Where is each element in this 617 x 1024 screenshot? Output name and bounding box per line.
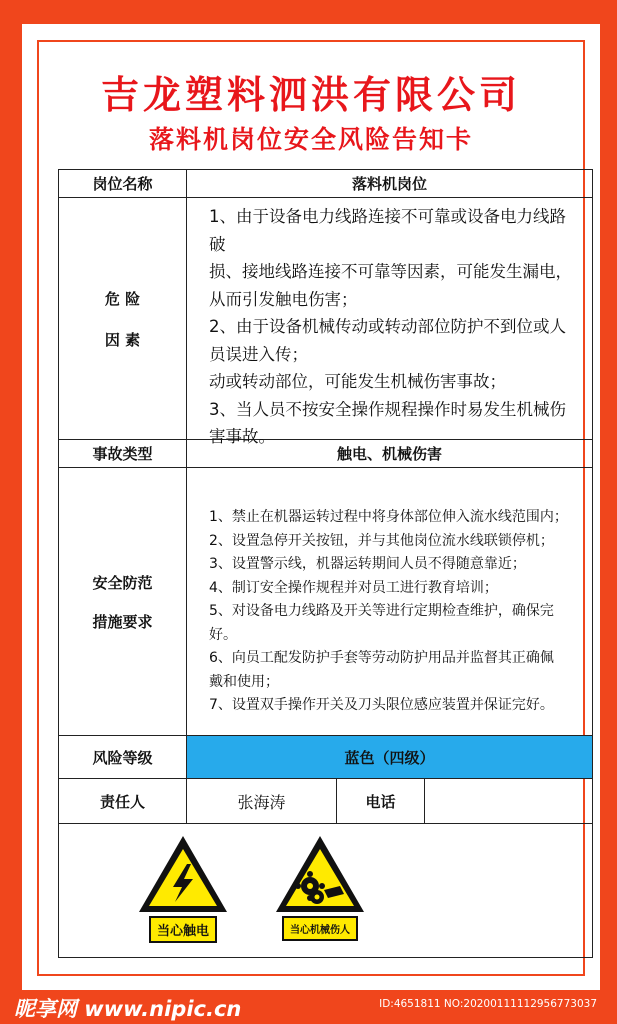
danger-line: 动或转动部位，可能发生机械伤害事故； <box>209 372 506 391</box>
accident-label: 事故类型 <box>59 440 187 467</box>
safety-label <box>59 468 187 735</box>
warning-signs-row <box>59 824 592 957</box>
info-table <box>58 169 593 958</box>
safety-line: 1、禁止在机器运转过程中将身体部位伸入流水线范围内； <box>209 509 568 525</box>
mechanical-injury-warning-icon <box>274 834 366 914</box>
accident-value: 触电、机械伤害 <box>336 445 442 463</box>
card-title: 落料机岗位安全风险告知卡 <box>148 125 473 154</box>
post-label: 岗位名称 <box>59 170 187 197</box>
safety-line: 6、向员工配发防护手套等劳动防护用品并监督其正确佩 <box>209 650 554 666</box>
warning-signs <box>59 824 592 957</box>
post-value: 落料机岗位 <box>351 175 427 193</box>
risk-level-row <box>59 736 592 779</box>
danger-label-line2: 因 素 <box>104 330 141 349</box>
post-row <box>59 170 592 198</box>
safety-line: 好。 <box>209 626 237 643</box>
notice-card <box>22 24 600 990</box>
electric-shock-sign <box>137 834 229 943</box>
electric-shock-warning-icon <box>137 834 229 914</box>
safety-line: 2、设置急停开关按钮，并与其他岗位流水线联锁停机； <box>209 532 554 549</box>
danger-line: 损、接地线路连接不可靠等因素，可能发生漏电， <box>209 262 572 281</box>
accident-row <box>59 440 592 468</box>
owner-name: 张海涛 <box>187 779 337 823</box>
safety-row <box>59 468 592 736</box>
danger-line: 1、由于设备电力线路连接不可靠或设备电力线路破 <box>209 207 566 254</box>
danger-row <box>59 198 592 446</box>
danger-line: 2、由于设备机械传动或转动部位防护不到位或人 <box>209 317 566 336</box>
company-name: 吉龙塑料泗洪有限公司 <box>100 73 521 117</box>
safety-line: 7、设置双手操作开关及刀头限位感应装置并保证完好。 <box>209 697 554 713</box>
owner-label: 责任人 <box>59 779 187 823</box>
safety-text <box>187 468 592 735</box>
safety-line: 5、对设备电力线路及开关等进行定期检查维护，确保完 <box>209 603 554 619</box>
safety-line: 4、制订安全操作规程并对员工进行教育培训； <box>209 579 498 596</box>
owner-row <box>59 779 592 824</box>
safety-line: 3、设置警示线，机器运转期间人员不得随意靠近； <box>209 556 526 572</box>
risk-level-value: 蓝色（四级） <box>187 736 592 778</box>
mechanical-injury-sign <box>274 834 366 941</box>
danger-line: 从而引发触电伤害； <box>209 289 358 309</box>
watermark-site: 昵享网 www.nipic.cn <box>14 997 242 1021</box>
danger-line: 3、当人员不按安全操作规程操作时易发生机械伤 <box>209 399 566 419</box>
safety-label-line2: 措施要求 <box>92 612 153 631</box>
danger-text <box>187 198 592 446</box>
danger-line: 害事故。 <box>209 427 275 446</box>
electric-shock-caption: 当心触电 <box>149 916 217 943</box>
danger-line: 员误进入传； <box>209 344 308 364</box>
safety-label-line1: 安全防范 <box>92 573 153 592</box>
phone-label: 电话 <box>337 779 425 823</box>
safety-line: 戴和使用； <box>209 673 279 690</box>
watermark-id: ID:4651811 NO:20200111112956773037 <box>379 998 597 1010</box>
danger-label-line1: 危 险 <box>104 289 141 308</box>
danger-label <box>59 198 187 439</box>
mechanical-injury-caption: 当心机械伤人 <box>282 916 358 941</box>
phone-value <box>425 779 592 823</box>
risk-level-label: 风险等级 <box>59 736 187 778</box>
